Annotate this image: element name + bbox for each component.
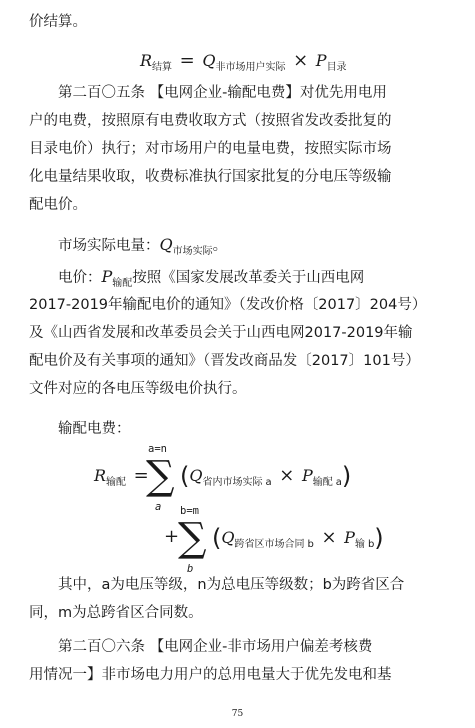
formula-subscript: 市场实际	[172, 246, 213, 257]
plus-operator: +	[164, 526, 180, 547]
paren: (	[212, 524, 222, 552]
sum-upper-limit: a=n	[148, 443, 167, 455]
formula-fee-term2	[212, 524, 384, 552]
formula-symbol: Q	[202, 51, 216, 70]
formula-symbol: Q	[221, 528, 235, 547]
formula-symbol: P	[301, 466, 313, 485]
sum-lower-limit: a	[155, 501, 162, 513]
sum-upper-limit: b=m	[180, 505, 199, 517]
price-line: 及《山西省发展和改革委员会关于山西电网2017-2019年输	[29, 325, 413, 341]
formula-fee-term1	[180, 462, 351, 490]
sigma-symbol: ∑	[178, 515, 207, 561]
formula-operator: ×	[279, 465, 295, 486]
formula-index: b	[367, 539, 375, 550]
sum-lower-limit: b	[187, 563, 194, 575]
price-line: 配电价及有关事项的通知》（晋发改商品发〔2017〕101号）	[29, 353, 420, 369]
formula-index: b	[307, 539, 314, 550]
market-power-line	[58, 235, 227, 262]
formula-subscript: 非市场用户实际	[215, 62, 286, 73]
formula-subscript: 输配	[312, 477, 333, 488]
formula-index: a	[265, 477, 272, 488]
formula-index: a	[335, 477, 342, 488]
sigma-symbol: ∑	[146, 453, 175, 499]
formula-operator: ×	[321, 527, 337, 548]
formula-settlement	[140, 50, 347, 73]
text-line: 户的电费，按照原有电费收取方式（按照省发改委批复的	[29, 113, 392, 129]
formula-symbol: P	[344, 528, 355, 547]
formula-symbol: Q	[159, 235, 173, 254]
article-205-line: 配电价。	[29, 197, 87, 213]
formula-fee-lhs	[94, 465, 152, 488]
paren: )	[374, 524, 384, 552]
article-205-line: 化电量结果收取，收费标准执行国家批复的分电压等级输	[29, 169, 392, 185]
label: 电价：	[58, 270, 102, 286]
article-206-line: 用情况一】非市场电力用户的总用电量大于优先发电和基	[29, 667, 392, 683]
fee-label: 输配电费：	[58, 421, 131, 437]
formula-subscript: 输	[354, 539, 365, 550]
paren: )	[341, 462, 352, 490]
formula-symbol: P	[315, 51, 327, 70]
formula-operator: =	[133, 465, 149, 486]
formula-symbol: Q	[189, 466, 203, 485]
formula-subscript: 跨省区市场合同	[234, 539, 305, 550]
punctuation: 。	[212, 238, 228, 254]
text: 按照《国家发展改革委关于山西电网	[132, 270, 365, 286]
formula-operator: =	[179, 50, 195, 71]
price-line: 文件对应的各电压等级电价执行。	[29, 381, 247, 397]
where-line: 同，m为总跨省区合同数。	[29, 605, 203, 621]
formula-subscript: 输配	[106, 477, 127, 488]
article-205-line: 目录电价）执行；对市场用户的电量电费，按照实际市场	[29, 141, 392, 157]
paren: (	[180, 462, 190, 490]
article-205-line: 第二百〇五条 【电网企业-输配电费】对优先用电用	[58, 85, 387, 101]
price-line	[58, 267, 364, 294]
formula-symbol: R	[94, 466, 107, 485]
article-205-line	[29, 111, 442, 131]
formula-operator: ×	[293, 50, 309, 71]
article-206-line: 第二百〇六条 【电网企业-非市场用户偏差考核费	[58, 639, 373, 655]
formula-subscript: 省内市场实际	[202, 477, 263, 488]
page-number: 75	[231, 709, 244, 719]
formula-subscript: 结算	[152, 62, 173, 73]
formula-subscript: 目录	[326, 62, 347, 73]
price-line: 2017-2019年输配电价的通知》（发改价格〔2017〕204号）	[29, 297, 427, 313]
formula-subscript: 输配	[112, 278, 133, 289]
label: 市场实际电量：	[58, 238, 160, 254]
formula-symbol: R	[140, 51, 153, 70]
text-line: 价结算。	[29, 14, 87, 30]
formula-symbol: P	[101, 267, 113, 286]
where-line: 其中，a为电压等级，n为总电压等级数；b为跨省区合	[58, 577, 405, 593]
